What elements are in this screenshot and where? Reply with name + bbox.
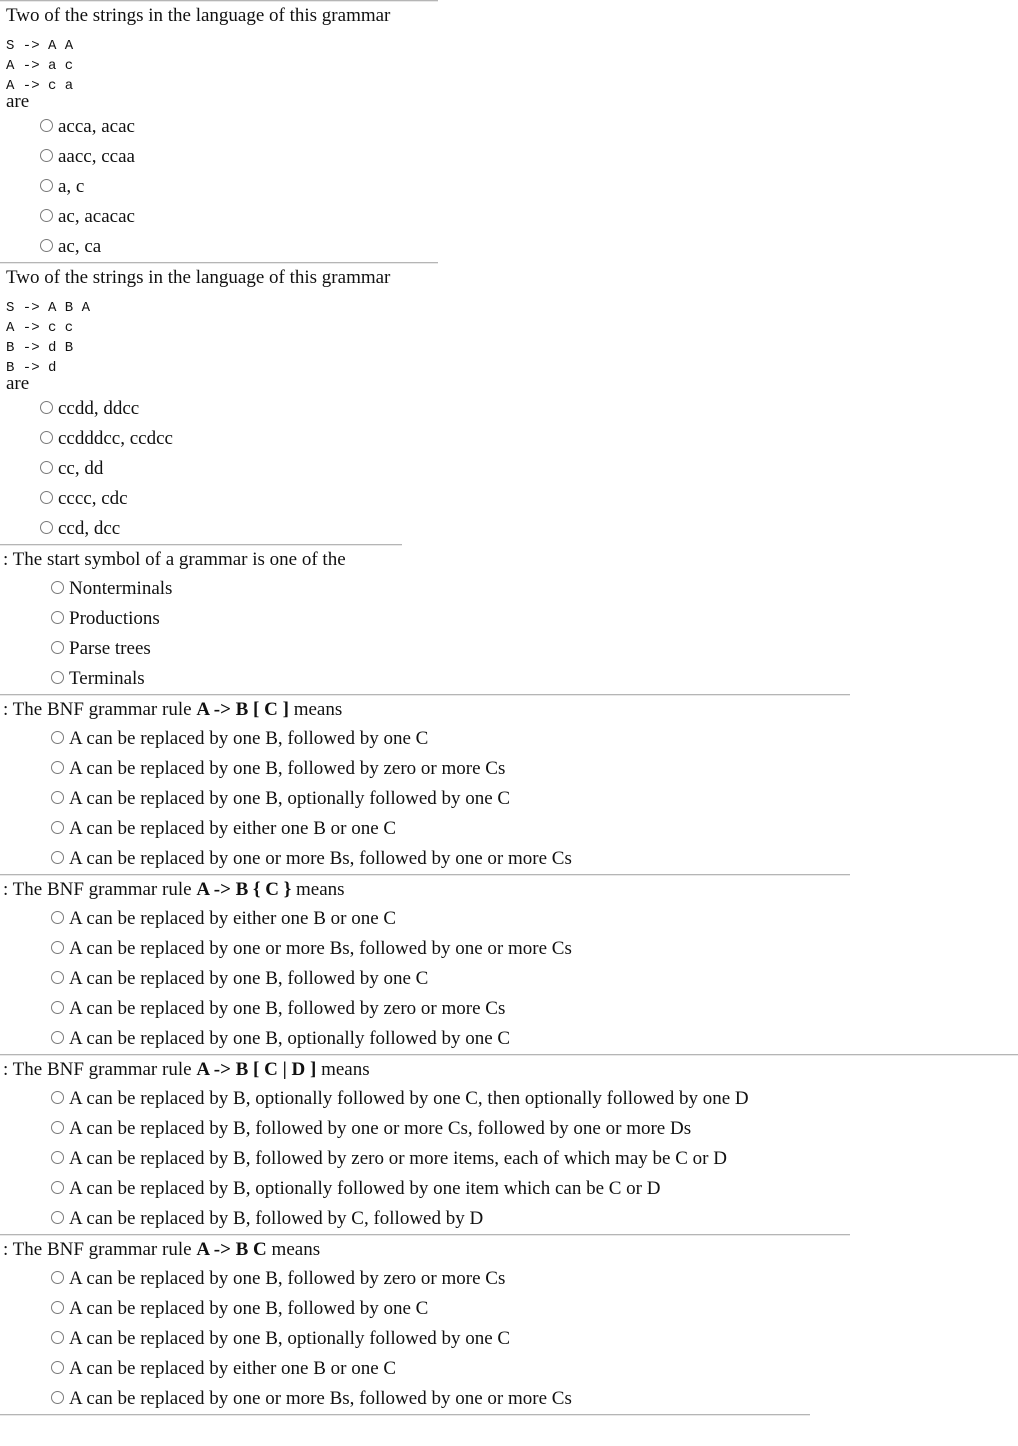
option-label: A can be replaced by either one B or one C bbox=[69, 818, 397, 839]
option[interactable] bbox=[0, 1204, 1018, 1234]
option-label: cc, dd bbox=[58, 458, 104, 479]
answer-options bbox=[0, 904, 1018, 1054]
answer-options bbox=[0, 574, 1018, 694]
grammar-rule: A -> B { C } bbox=[196, 879, 292, 900]
stem-text: means bbox=[316, 1059, 370, 1080]
stem-text: means bbox=[266, 1239, 321, 1260]
option-label: A can be replaced by one or more Bs, followed by one or more Cs bbox=[69, 848, 572, 869]
option-label: A can be replaced by one B, followed by one C bbox=[69, 728, 429, 749]
radio-button[interactable] bbox=[40, 209, 53, 222]
radio-button[interactable] bbox=[40, 179, 53, 192]
grammar-rule: A -> B [ C | D ] bbox=[196, 1059, 317, 1080]
option[interactable] bbox=[0, 514, 1018, 544]
option-label: Terminals bbox=[69, 668, 145, 689]
option[interactable] bbox=[0, 454, 1018, 484]
option[interactable] bbox=[0, 754, 1018, 784]
radio-button[interactable] bbox=[51, 671, 64, 684]
stem-text: means bbox=[291, 879, 345, 900]
option-label: A can be replaced by one B, optionally followed by one C bbox=[69, 788, 511, 809]
option-label: A can be replaced by one or more Bs, followed by one or more Cs bbox=[69, 1388, 572, 1409]
question-stem bbox=[0, 876, 1018, 904]
radio-button[interactable] bbox=[51, 1271, 64, 1284]
option-label: A can be replaced by one B, optionally followed by one C bbox=[69, 1328, 511, 1349]
radio-button[interactable] bbox=[51, 1031, 64, 1044]
radio-button[interactable] bbox=[40, 491, 53, 504]
option-label: A can be replaced by one or more Bs, followed by one or more Cs bbox=[69, 938, 572, 959]
question-4 bbox=[0, 694, 1018, 874]
option[interactable] bbox=[0, 232, 1018, 262]
radio-button[interactable] bbox=[51, 1211, 64, 1224]
stem-text: means bbox=[288, 699, 343, 720]
option[interactable] bbox=[0, 172, 1018, 202]
option[interactable] bbox=[0, 724, 1018, 754]
option-label: ccdd, ddcc bbox=[58, 398, 140, 419]
radio-button[interactable] bbox=[51, 1331, 64, 1344]
option[interactable] bbox=[0, 844, 1018, 874]
question-5 bbox=[0, 874, 1018, 1054]
option[interactable] bbox=[0, 964, 1018, 994]
stem-text: : The BNF grammar rule bbox=[3, 1239, 197, 1260]
question-2 bbox=[0, 262, 1018, 544]
option-label: A can be replaced by either one B or one C bbox=[69, 1358, 397, 1379]
option-label: A can be replaced by B, optionally followed by one item which can be C or D bbox=[69, 1178, 661, 1199]
question-tail: are bbox=[6, 91, 30, 112]
radio-button[interactable] bbox=[51, 1391, 64, 1404]
radio-button[interactable] bbox=[51, 941, 64, 954]
question-stem bbox=[0, 696, 1018, 724]
radio-button[interactable] bbox=[51, 731, 64, 744]
answer-options bbox=[0, 1084, 1018, 1234]
option-label: A can be replaced by B, followed by C, followed by D bbox=[69, 1208, 484, 1229]
option-label: aacc, ccaa bbox=[58, 146, 135, 167]
option-label: A can be replaced by one B, followed by one C bbox=[69, 968, 429, 989]
stem-text: : The BNF grammar rule bbox=[3, 1059, 197, 1080]
answer-options bbox=[0, 1264, 1018, 1414]
option[interactable] bbox=[0, 934, 1018, 964]
option[interactable] bbox=[0, 1264, 1018, 1294]
option-label: ccdddcc, ccdcc bbox=[58, 428, 173, 449]
radio-button[interactable] bbox=[51, 971, 64, 984]
option-label: ac, ca bbox=[58, 236, 102, 257]
option[interactable] bbox=[0, 814, 1018, 844]
option[interactable] bbox=[0, 994, 1018, 1024]
radio-button[interactable] bbox=[51, 1151, 64, 1164]
option[interactable] bbox=[0, 1144, 1018, 1174]
radio-button[interactable] bbox=[40, 521, 53, 534]
option-label: cccc, cdc bbox=[58, 488, 128, 509]
option-label: Parse trees bbox=[69, 638, 151, 659]
radio-button[interactable] bbox=[51, 1001, 64, 1014]
option[interactable] bbox=[0, 634, 1018, 664]
radio-button[interactable] bbox=[51, 581, 64, 594]
option[interactable] bbox=[0, 424, 1018, 454]
option[interactable] bbox=[0, 904, 1018, 934]
radio-button[interactable] bbox=[51, 1181, 64, 1194]
option[interactable] bbox=[0, 574, 1018, 604]
question-stem: Two of the strings in the language of this grammar bbox=[6, 267, 391, 288]
option[interactable] bbox=[0, 394, 1018, 424]
answer-options bbox=[0, 112, 1018, 262]
radio-button[interactable] bbox=[51, 821, 64, 834]
question-7 bbox=[0, 1234, 1018, 1416]
option[interactable] bbox=[0, 202, 1018, 232]
question-tail: are bbox=[6, 373, 30, 394]
option[interactable] bbox=[0, 1324, 1018, 1354]
option-label: A can be replaced by one B, followed by zero or more Cs bbox=[69, 998, 506, 1019]
answer-options bbox=[0, 724, 1018, 874]
stem-text: : The BNF grammar rule bbox=[3, 879, 197, 900]
option-label: A can be replaced by one B, optionally followed by one C bbox=[69, 1028, 511, 1049]
option[interactable] bbox=[0, 1294, 1018, 1324]
option[interactable] bbox=[0, 112, 1018, 142]
grammar-rules: S -> A A A -> a c A -> c a bbox=[6, 38, 74, 94]
divider bbox=[0, 1414, 810, 1416]
option-label: Nonterminals bbox=[69, 578, 173, 599]
radio-button[interactable] bbox=[40, 239, 53, 252]
option[interactable] bbox=[0, 1084, 1018, 1114]
question-stem bbox=[0, 1056, 1018, 1084]
option-label: acca, acac bbox=[58, 116, 135, 137]
question-3 bbox=[0, 544, 1018, 694]
grammar-rules: S -> A B A A -> c c B -> d B B -> d bbox=[6, 300, 91, 376]
radio-button[interactable] bbox=[40, 431, 53, 444]
radio-button[interactable] bbox=[51, 791, 64, 804]
question-6 bbox=[0, 1054, 1018, 1234]
option-label: A can be replaced by B, followed by one or more Cs, followed by one or more Ds bbox=[69, 1118, 692, 1139]
question-stem: Two of the strings in the language of this grammar bbox=[6, 5, 391, 26]
radio-button[interactable] bbox=[51, 1361, 64, 1374]
radio-button[interactable] bbox=[40, 401, 53, 414]
option-label: A can be replaced by B, followed by zero or more items, each of which may be C or D bbox=[69, 1148, 727, 1169]
option[interactable] bbox=[0, 604, 1018, 634]
radio-button[interactable] bbox=[51, 1301, 64, 1314]
option[interactable] bbox=[0, 484, 1018, 514]
option[interactable] bbox=[0, 1024, 1018, 1054]
radio-button[interactable] bbox=[51, 911, 64, 924]
radio-button[interactable] bbox=[40, 149, 53, 162]
radio-button[interactable] bbox=[51, 611, 64, 624]
stem-text: : The BNF grammar rule bbox=[3, 699, 197, 720]
option[interactable] bbox=[0, 142, 1018, 172]
option[interactable] bbox=[0, 1354, 1018, 1384]
option-label: A can be replaced by one B, followed by zero or more Cs bbox=[69, 758, 506, 779]
grammar-rule: A -> B C bbox=[196, 1239, 267, 1260]
radio-button[interactable] bbox=[51, 641, 64, 654]
option[interactable] bbox=[0, 1174, 1018, 1204]
radio-button[interactable] bbox=[51, 1091, 64, 1104]
option[interactable] bbox=[0, 784, 1018, 814]
option-label: ac, acacac bbox=[58, 206, 135, 227]
radio-button[interactable] bbox=[51, 1121, 64, 1134]
answer-options bbox=[0, 394, 1018, 544]
option-label: ccd, dcc bbox=[58, 518, 121, 539]
option-label: A can be replaced by one B, followed by zero or more Cs bbox=[69, 1268, 506, 1289]
option-label: A can be replaced by B, optionally followed by one C, then optionally followed by one D bbox=[69, 1088, 749, 1109]
option-label: a, c bbox=[58, 176, 85, 197]
question-stem bbox=[0, 1236, 1018, 1264]
option-label: Productions bbox=[69, 608, 160, 629]
question-stem: : The start symbol of a grammar is one of the bbox=[3, 549, 346, 570]
option[interactable] bbox=[0, 1114, 1018, 1144]
option-label: A can be replaced by either one B or one C bbox=[69, 908, 397, 929]
radio-button[interactable] bbox=[40, 461, 53, 474]
radio-button[interactable] bbox=[51, 761, 64, 774]
radio-button[interactable] bbox=[51, 851, 64, 864]
option[interactable] bbox=[0, 1384, 1018, 1414]
option-label: A can be replaced by one B, followed by one C bbox=[69, 1298, 429, 1319]
option[interactable] bbox=[0, 664, 1018, 694]
question-1 bbox=[0, 0, 1018, 262]
grammar-rule: A -> B [ C ] bbox=[196, 699, 289, 720]
radio-button[interactable] bbox=[40, 119, 53, 132]
